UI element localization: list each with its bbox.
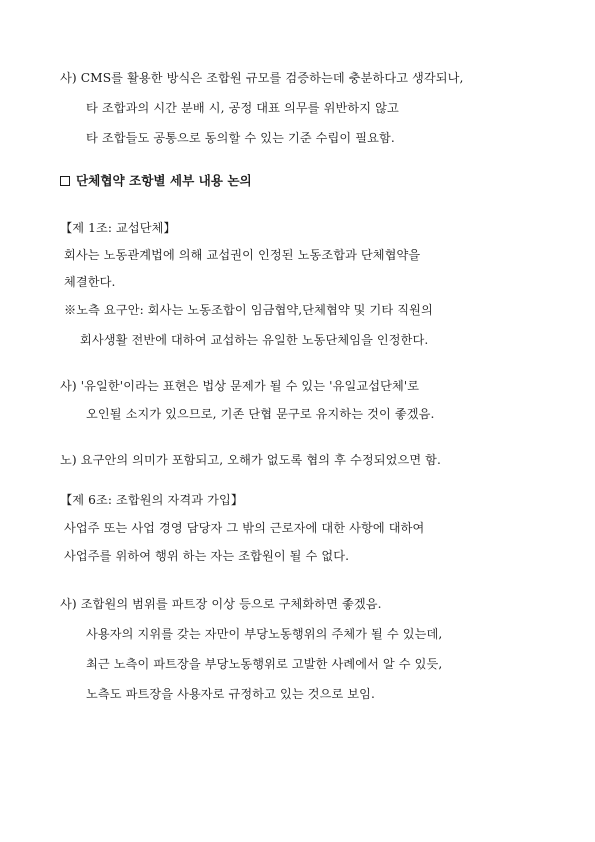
article-1-union-proposal-line-1: ※노측 요구안: 회사는 노동조합이 임금협약,단체협약 및 기타 직원의 bbox=[64, 303, 433, 317]
article-6-management-comment-line-3: 최근 노측이 파트장을 부당노동행위로 고발한 사례에서 알 수 있듯, bbox=[86, 657, 443, 671]
article-1-management-comment-line-2: 오인될 소지가 있으므로, 기존 단협 문구로 유지하는 것이 좋겠음. bbox=[86, 407, 435, 421]
intro-line-1: 사) CMS를 활용한 방식은 조합원 규모를 검증하는데 충분하다고 생각되나, bbox=[60, 71, 464, 85]
article-6-body-line-2: 사업주를 위하여 행위 하는 자는 조합원이 될 수 없다. bbox=[64, 549, 350, 563]
article-1-management-comment-line-1: 사) '유일한'이라는 표현은 법상 문제가 될 수 있는 '유일교섭단체'로 bbox=[60, 379, 420, 393]
intro-line-2: 타 조합과의 시간 분배 시, 공정 대표 의무를 위반하지 않고 bbox=[86, 101, 399, 115]
intro-line-3: 타 조합들도 공통으로 동의할 수 있는 기준 수립이 필요함. bbox=[86, 131, 395, 145]
article-1-body-line-1: 회사는 노동관계법에 의해 교섭권이 인정된 노동조합과 단체협약을 bbox=[64, 248, 421, 262]
square-checkbox-icon bbox=[60, 176, 70, 186]
article-6-body-line-1: 사업주 또는 사업 경영 담당자 그 밖의 근로자에 대한 사항에 대하여 bbox=[64, 521, 425, 535]
article-6-management-comment-line-4: 노측도 파트장을 사용자로 규정하고 있는 것으로 보임. bbox=[86, 687, 376, 701]
article-6-management-comment-line-2: 사용자의 지위를 갖는 자만이 부당노동행위의 주체가 될 수 있는데, bbox=[86, 627, 443, 641]
article-1-union-proposal-line-2: 회사생활 전반에 대하여 교섭하는 유일한 노동단체임을 인정한다. bbox=[80, 333, 429, 347]
article-1-union-comment: 노) 요구안의 의미가 포함되고, 오해가 없도록 협의 후 수정되었으면 함. bbox=[60, 453, 442, 467]
article-1-body-line-2: 체결한다. bbox=[64, 275, 116, 289]
section-heading-text: 단체협약 조항별 세부 내용 논의 bbox=[76, 173, 252, 188]
article-6-management-comment-line-1: 사) 조합원의 범위를 파트장 이상 등으로 구체화하면 좋겠음. bbox=[60, 597, 382, 611]
article-6-title: 【제 6조: 조합원의 자격과 가입】 bbox=[60, 493, 244, 507]
article-1-title: 【제 1조: 교섭단체】 bbox=[60, 221, 176, 235]
section-heading bbox=[60, 172, 252, 190]
